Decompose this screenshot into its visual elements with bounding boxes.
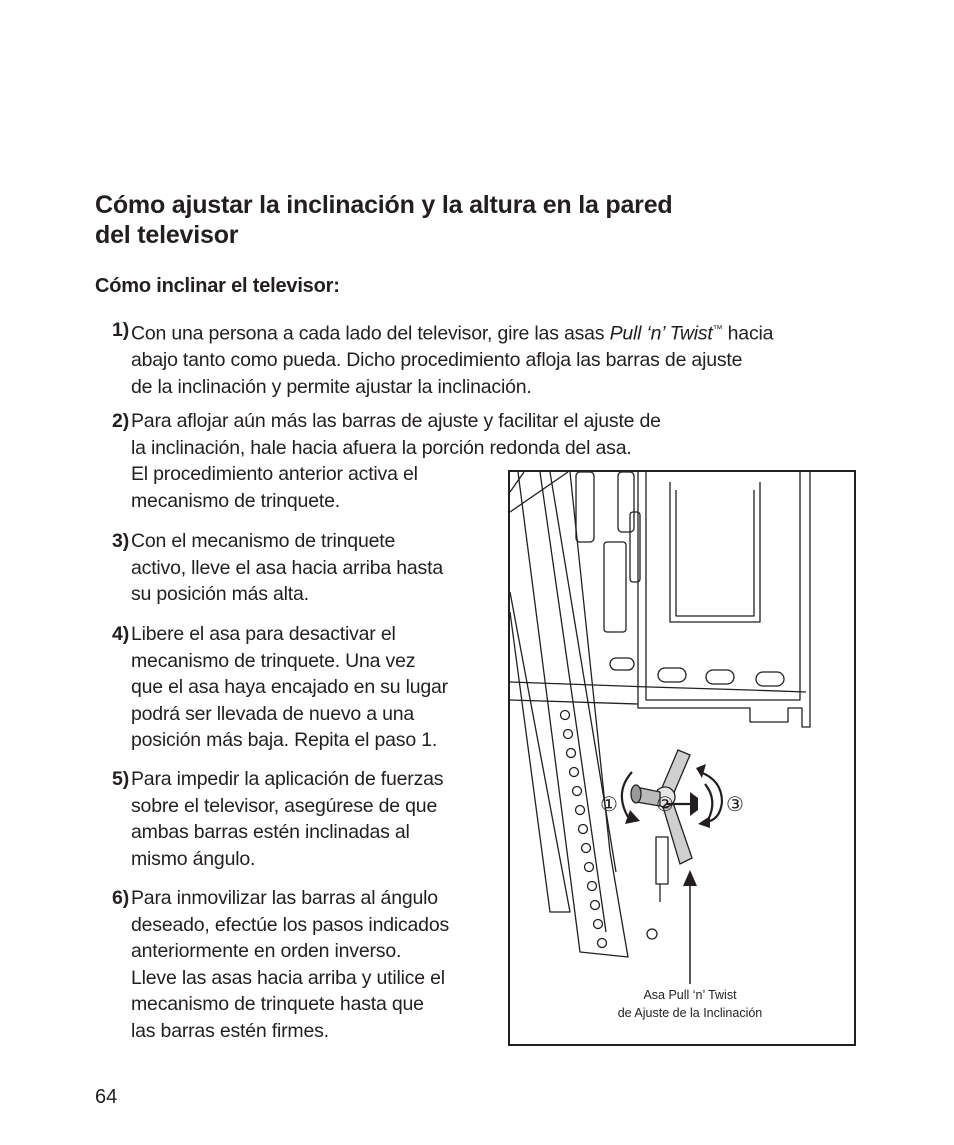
step-line: sobre el televisor, asegúrese de que (131, 794, 438, 817)
tilt-handle-illustration (508, 470, 856, 1046)
step-number: 6) (112, 887, 129, 909)
section-title-line-1: Cómo ajustar la inclinación y la altura en la pared (95, 191, 673, 219)
section-title (95, 190, 775, 250)
step-line: activo, lleve el asa hacia arriba hasta (131, 556, 443, 579)
caption-line-1: Asa Pull ‘n’ Twist (643, 988, 737, 1002)
step-number: 1) (112, 319, 129, 341)
step-line: mecanismo de trinquete. Una vez (131, 649, 416, 672)
step-text (131, 885, 449, 1044)
trademark-symbol: ™ (712, 324, 723, 335)
step-text (131, 317, 773, 400)
step-line: Libere el asa para desactivar el (131, 623, 396, 645)
step-line: Para inmovilizar las barras al ángulo (131, 887, 438, 909)
step-line: podrá ser llevada de nuevo a una (131, 702, 415, 725)
step-line: su posición más alta. (131, 583, 309, 605)
step-line: mismo ángulo. (131, 847, 256, 870)
step-line: El procedimiento anterior activa el (131, 463, 418, 485)
step-line: Con una persona a cada lado del televisor, gire las asas Pull ‘n’ Twist™ hacia (131, 322, 774, 345)
step-line: posición más baja. Repita el paso 1. (131, 729, 438, 751)
step-line: mecanismo de trinquete. (131, 489, 340, 512)
step-line: la inclinación, hale hacia afuera la porción redonda del asa. (131, 436, 632, 459)
step-line: ambas barras estén inclinadas al (131, 821, 410, 843)
figure-caption (510, 986, 870, 1022)
step-text (131, 528, 443, 608)
step-number: 5) (112, 768, 129, 790)
step-line: las barras estén firmes. (131, 1019, 329, 1042)
step-number: 2) (112, 410, 129, 432)
step-line: de la inclinación y permite ajustar la inclinación. (131, 375, 532, 398)
step-text (131, 621, 448, 754)
section-title-line-2: del televisor (95, 221, 239, 249)
step-line: deseado, efectúe los pasos indicados (131, 913, 450, 936)
step-line: mecanismo de trinquete hasta que (131, 993, 424, 1015)
step-line: Para aflojar aún más las barras de ajuste y facilitar el ajuste de (131, 410, 661, 432)
callout-1: ① (600, 792, 618, 816)
step-line: Lleve las asas hacia arriba y utilice el (131, 966, 445, 989)
brand-name: Pull ‘n’ Twist (609, 322, 713, 345)
section-subtitle: Cómo inclinar el televisor: (95, 275, 340, 297)
step-line: Para impedir la aplicación de fuerzas (131, 768, 444, 790)
callout-2: ② (656, 792, 674, 816)
step-number: 4) (112, 623, 129, 645)
page-number: 64 (95, 1086, 118, 1108)
step-number: 3) (112, 530, 129, 552)
step-line: abajo tanto como pueda. Dicho procedimiento afloja las barras de ajuste (131, 349, 743, 371)
step-line: que el asa haya encajado en su lugar (131, 676, 448, 698)
wall-mount-drawing (510, 472, 854, 1044)
caption-line-2: de Ajuste de la Inclinación (617, 1006, 763, 1020)
callout-3: ③ (726, 792, 744, 816)
step-line: anteriormente en orden inverso. (131, 940, 402, 962)
step-text (131, 766, 443, 872)
step-line: Con el mecanismo de trinquete (131, 530, 396, 552)
